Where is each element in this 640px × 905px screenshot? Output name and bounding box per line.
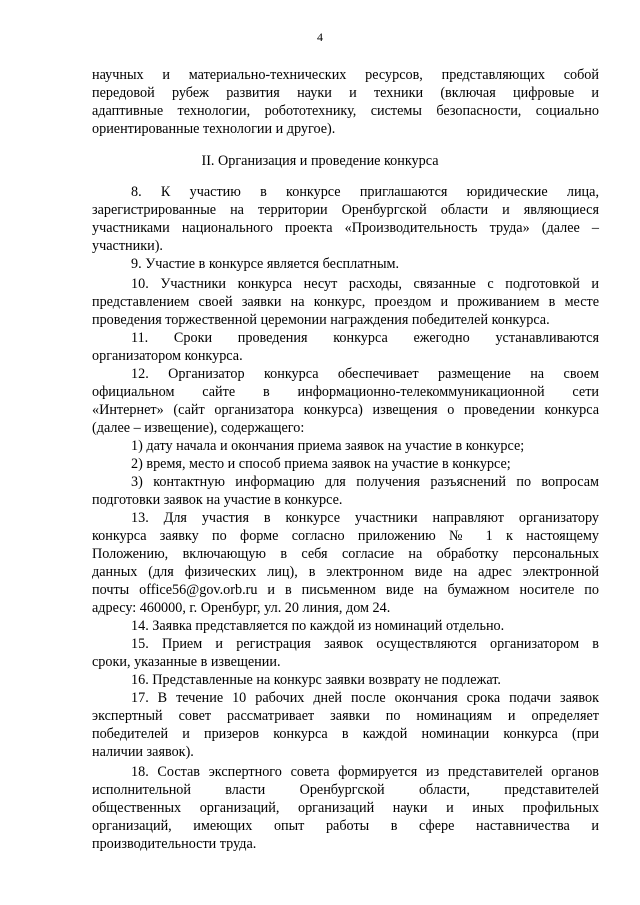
text-line: представлением своей заявки на конкурс, проездом и проживанием в месте xyxy=(92,294,599,310)
paragraph-11: 11. Сроки проведения конкурса ежегодно устанавливаются xyxy=(131,330,599,346)
text-line: экспертный совет рассматривает заявки по номинациям и определяет xyxy=(92,708,599,724)
text-line: адаптивные технологии, робототехнику, системы безопасности, социально xyxy=(92,103,599,119)
paragraph-16: 16. Представленные на конкурс заявки возврату не подлежат. xyxy=(131,672,501,688)
text-line: наличии заявок). xyxy=(92,744,194,760)
text-line: адресу: 460000, г. Оренбург, ул. 20 линия, дом 24. xyxy=(92,600,391,616)
text-line: исполнительной власти Оренбургской области, представителей xyxy=(92,782,599,798)
text-line: официальном сайте в информационно-телекоммуникационной сети xyxy=(92,384,599,400)
list-item: 2) время, место и способ приема заявок на участие в конкурсе; xyxy=(131,456,511,472)
text-line: участники). xyxy=(92,238,163,254)
list-item: 1) дату начала и окончания приема заявок на участие в конкурсе; xyxy=(131,438,525,454)
page-number: 4 xyxy=(317,30,323,44)
paragraph-9: 9. Участие в конкурсе является бесплатным. xyxy=(131,256,400,272)
text-line: победителей и призеров конкурса в каждой номинации конкурса (при xyxy=(92,726,599,742)
paragraph-13: 13. Для участия в конкурсе участники направляют организатору xyxy=(131,510,599,526)
paragraph-14: 14. Заявка представляется по каждой из номинаций отдельно. xyxy=(131,618,505,634)
paragraph-10: 10. Участники конкурса несут расходы, связанные с подготовкой и xyxy=(131,276,599,292)
text-line: ориентированные технологии и другое). xyxy=(92,121,336,137)
text-line: «Интернет» (сайт организатора конкурса) извещения о проведении конкурса xyxy=(92,402,599,418)
paragraph-18: 18. Состав экспертного совета формируется из представителей органов xyxy=(131,764,599,780)
text-line: данных (для физических лиц), в электронном виде на адрес электронной xyxy=(92,564,599,580)
text-line: производительности труда. xyxy=(92,836,257,852)
paragraph-8: 8. К участию в конкурсе приглашаются юридические лица, xyxy=(131,184,599,200)
text-line: организатором конкурса. xyxy=(92,348,243,364)
text-line: проведения торжественной церемонии награждения победителей конкурса. xyxy=(92,312,550,328)
text-line: общественных организаций, организаций науки и иных профильных xyxy=(92,800,599,816)
paragraph-17: 17. В течение 10 рабочих дней после окончания срока подачи заявок xyxy=(131,690,599,706)
text-line: почты office56@gov.orb.ru и в письменном виде на бумажном носителе по xyxy=(92,582,599,598)
paragraph-12: 12. Организатор конкурса обеспечивает размещение на своем xyxy=(131,366,599,382)
text-line: конкурса заявку по форме согласно приложению № 1 к настоящему xyxy=(92,528,599,544)
text-line: участниками национального проекта «Производительность труда» (далее – xyxy=(92,220,599,236)
text-line: сроки, указанные в извещении. xyxy=(92,654,281,670)
text-line: организаций, имеющих опыт работы в сфере наставничества и xyxy=(92,818,599,834)
text-line: научных и материально-технических ресурсов, представляющих собой xyxy=(92,67,599,83)
list-item: 3) контактную информацию для получения разъяснений по вопросам xyxy=(131,474,599,490)
text-line: передовой рубеж развития науки и техники (включая цифровые и xyxy=(92,85,599,101)
text-line: зарегистрированные на территории Оренбургской области и являющиеся xyxy=(92,202,599,218)
text-line: (далее – извещение), содержащего: xyxy=(92,420,305,436)
text-line: подготовки заявок на участие в конкурсе. xyxy=(92,492,343,508)
section-heading: II. Организация и проведение конкурса xyxy=(201,153,439,169)
paragraph-15: 15. Прием и регистрация заявок осуществляются организатором в xyxy=(131,636,599,652)
text-line: Положению, включающую в себя согласие на обработку персональных xyxy=(92,546,599,562)
